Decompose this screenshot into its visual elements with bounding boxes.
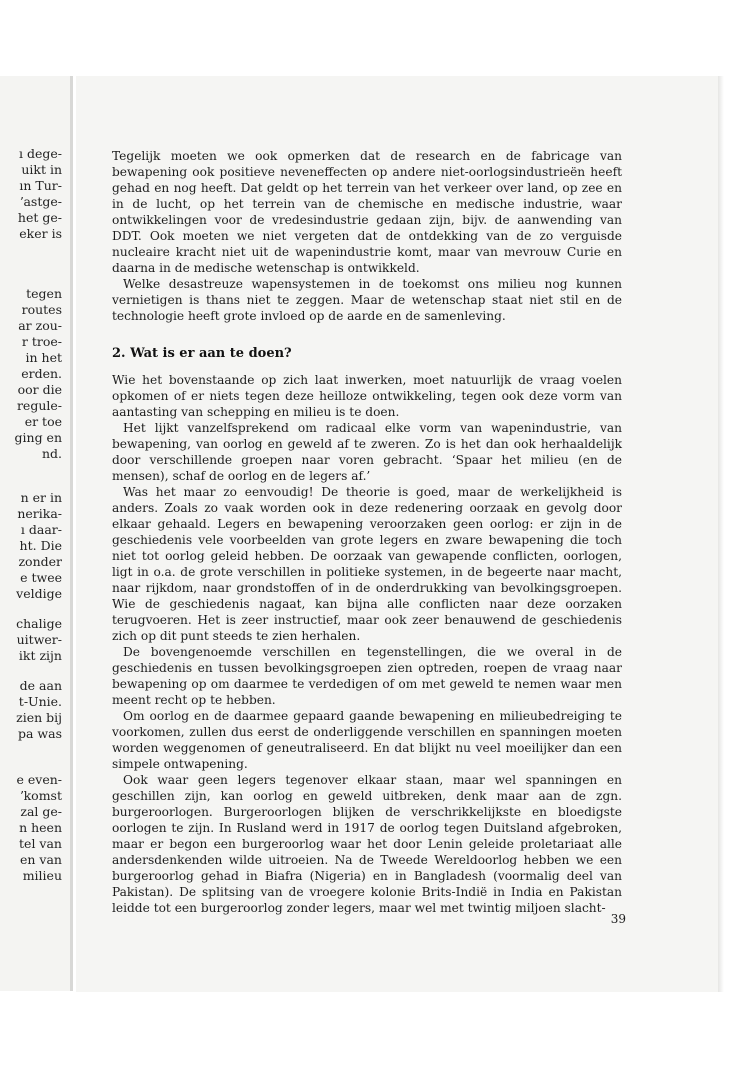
left-fragment: uikt in: [21, 162, 62, 177]
paragraph: Wie het bovenstaande op zich laat inwerken, moet natuurlijk de vraag voelen opkomen of er niets tegen deze heilloze ontwikkeling, tegen ook deze vorm van aantasting van schepping en milieu is te doen.: [112, 373, 622, 419]
left-fragment: ging en: [14, 430, 62, 445]
paragraph: Welke desastreuze wapensystemen in de toekomst ons milieu nog kunnen vernietigen is thans niet te zeggen. Maar de wetenschap staat niet stil en de technologie heeft grote invloed op de aarde en de samenleving.: [112, 277, 622, 323]
left-fragment: tel van: [19, 836, 62, 851]
page-number: 39: [610, 912, 626, 926]
paragraph: Was het maar zo eenvoudig! De theorie is goed, maar de werkelijkheid is anders. Zoals zo vaak worden ook in deze redenering oorzaak en gevolg door elkaar gehaald. Legers en bewapening veroorzaken geen oorlog: er zijn in de geschiedenis vele voorbeelden van grote legers en zware bewapening die toch niet tot oorlog geleid hebben. De oorzaak van gewapende conflicten, oorlogen, ligt in o.a. de grote verschillen in politieke systemen, in de begeerte naar macht, naar rijkdom, naar grondstoffen of in de onderdrukking van bevolkingsgroepen. Wie de geschiedenis nagaat, kan bijna alle conflicten naar deze oorzaken terugvoeren. Het is zeer instructief, maar ook zeer benauwend de geschiedenis zich op dit punt steeds te zien herhalen.: [112, 485, 622, 643]
paragraph: Om oorlog en de daarmee gepaard gaande bewapening en milieubedreiging te voorkomen, zullen dus eerst de onderliggende verschillen en spanningen moeten worden weggenomen of geneutraliseerd. En dat blijkt nu veel moeilijker dan een simpele ontwapening.: [112, 709, 622, 771]
left-fragment: n er in: [20, 490, 62, 505]
left-fragment: ın Tur-: [19, 178, 62, 193]
left-fragment: ar zou-: [18, 318, 62, 333]
left-fragment: erden.: [21, 366, 62, 381]
left-fragment: er toe: [24, 414, 62, 429]
left-fragment: ʼkomst: [19, 788, 62, 803]
left-fragment: zien bij: [16, 710, 62, 725]
paragraph: Het lijkt vanzelfsprekend om radicaal elke vorm van wapenindustrie, van bewapening, van oorlog en geweld af te zweren. Zo is het dan ook herhaaldelijk door verschillende groepen naar voren gebracht. ‘Spaar het milieu (en de mensen), schaf de oorlog en de legers af.’: [112, 421, 622, 483]
left-fragment: t-Unie.: [18, 694, 62, 709]
left-page-edge: [0, 76, 73, 991]
left-fragment: regule-: [16, 398, 62, 413]
left-fragment: het ge-: [17, 210, 62, 225]
left-fragment: zal ge-: [20, 804, 62, 819]
left-fragment: pa was: [18, 726, 62, 741]
left-fragment: e twee: [20, 570, 62, 585]
left-fragment: ʼastge-: [19, 194, 62, 209]
left-fragment: e even-: [16, 772, 62, 787]
paragraph: De bovengenoemde verschillen en tegenstellingen, die we overal in de geschiedenis en tussen bevolkingsgroepen zien optreden, roepen de vraag naar bewapening op om daarmee te verdedigen of om met geweld te nemen waar men meent recht op te hebben.: [112, 645, 622, 707]
left-fragment: zonder: [18, 554, 62, 569]
left-fragment: nerika-: [17, 506, 62, 521]
paragraph: Ook waar geen legers tegenover elkaar staan, maar wel spanningen en geschillen zijn, kan oorlog en geweld uitbreken, denk maar aan de zgn. burgeroorlogen. Burgeroorlogen blijken de verschrikkelijkste en bloedigste oorlogen te zijn. In Rusland werd in 1917 de oorlog tegen Duitsland afgebroken, maar er begon een burgeroorlog waar het door Lenin geleide proletariaat alle andersdenkenden wilde uitroeien. Na de Tweede Wereldoorlog hebben we een burgeroorlog gehad in Biafra (Nigeria) en in Bangladesh (voormalig deel van Pakistan). De splitsing van de vroegere kolonie Brits-Indië in India en Pakistan leidde tot een burgeroorlog zonder legers, maar wel met twintig miljoen slacht-: [112, 773, 622, 915]
left-fragment: de aan: [19, 678, 62, 693]
left-fragment: en van: [20, 852, 62, 867]
left-fragment: ikt zijn: [18, 648, 62, 663]
left-fragment: veldige: [16, 586, 62, 601]
left-fragment: eker is: [19, 226, 62, 241]
left-fragment: tegen: [26, 286, 62, 301]
left-fragment: in het: [25, 350, 62, 365]
left-fragment: nd.: [41, 446, 62, 461]
left-fragment: routes: [21, 302, 62, 317]
text-column: [112, 148, 622, 916]
left-fragment: ht. Die: [19, 538, 62, 553]
left-fragment: chalige: [16, 616, 62, 631]
left-fragment: n heen: [19, 820, 62, 835]
left-fragment: oor die: [17, 382, 62, 397]
left-fragment: milieu: [22, 868, 62, 883]
left-fragment: r troe-: [21, 334, 62, 349]
left-fragment: ı daar-: [20, 522, 62, 537]
left-fragment: uitwer-: [16, 632, 62, 647]
page-edge-shadow: [718, 76, 724, 992]
left-fragment: ı dege-: [19, 146, 62, 161]
section-heading: 2. Wat is er aan te doen?: [112, 346, 292, 361]
paragraph: Tegelijk moeten we ook opmerken dat de research en de fabricage van bewapening ook positieve neveneffecten op andere niet-oorlogsindustrieën heeft gehad en nog heeft. Dat geldt op het terrein van het verkeer over land, op zee en in de lucht, op het terrein van de chemische en medische industrie, waar ontwikkelingen voor de vredesindustrie gedaan zijn, bijv. de aanwending van DDT. Ook moeten we niet vergeten dat de ontdekking van de zo verguisde nucleaire kracht niet uit de wapenindustrie komt, maar van mevrouw Curie en daarna in de medische wetenschap is ontwikkeld.: [112, 149, 622, 275]
